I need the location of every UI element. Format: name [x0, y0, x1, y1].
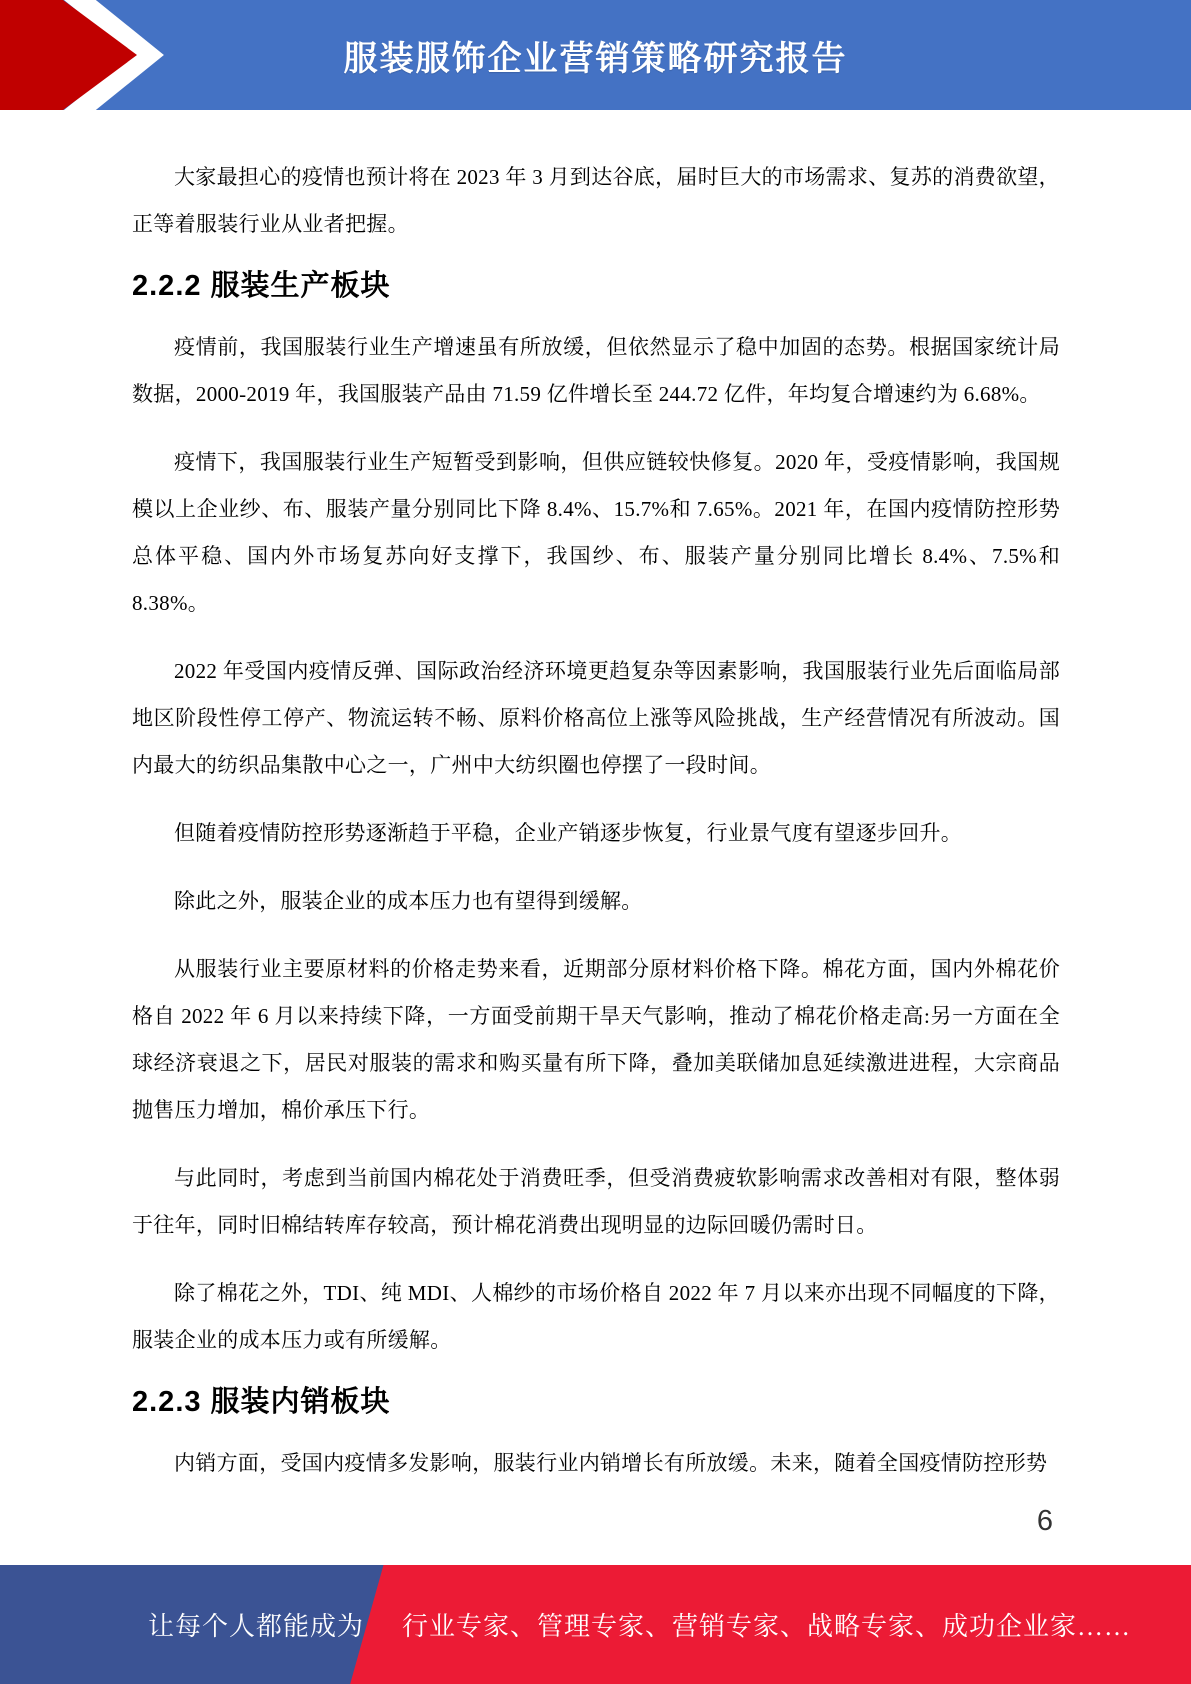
paragraph: 内销方面，受国内疫情多发影响，服装行业内销增长有所放缓。未来，随着全国疫情防控形势	[174, 1451, 1048, 1475]
section-heading: 2.2.3 服装内销板块	[132, 1386, 391, 1418]
footer-right-label: 行业专家、管理专家、营销专家、战略专家、成功企业家……	[402, 1612, 1132, 1641]
header-banner	[0, 0, 1191, 110]
page-title: 服装服饰企业营销策略研究报告	[343, 39, 848, 78]
paragraph: 2022 年受国内疫情反弹、国际政治经济环境更趋复杂等因素影响，我国服装行业先后面临局部地区阶段性停工停产、物流运转不畅、原料价格高位上涨等风险挑战，生产经营情况有所波动。国内最大的纺织品集散中心之一，广州中大纺织圈也停摆了一段时间。	[132, 659, 1060, 777]
paragraph: 但随着疫情防控形势逐渐趋于平稳，企业产销逐步恢复，行业景气度有望逐步回升。	[174, 821, 963, 845]
paragraph: 疫情下，我国服装行业生产短暂受到影响，但供应链较快修复。2020 年，受疫情影响，我国规模以上企业纱、布、服装产量分别同比下降 8.4%、15.7%和 7.65%。2021 年，在国内疫情防控形势总体平稳、国内外市场复苏向好支撑下，我国纱、布、服装产量分别同比增长 8.4%、7.5%和 8.38%。	[132, 450, 1060, 615]
paragraph: 从服装行业主要原材料的价格走势来看，近期部分原材料价格下降。棉花方面，国内外棉花价格自 2022 年 6 月以来持续下降，一方面受前期干旱天气影响，推动了棉花价格走高:另一方面在全球经济衰退之下，居民对服装的需求和购买量有所下降，叠加美联储加息延续激进进程，大宗商品抛售压力增加，棉价承压下行。	[132, 957, 1060, 1122]
page-number: 6	[1036, 1505, 1053, 1537]
section-heading: 2.2.2 服装生产板块	[132, 270, 391, 302]
paragraph: 与此同时，考虑到当前国内棉花处于消费旺季，但受消费疲软影响需求改善相对有限，整体弱于往年，同时旧棉结转库存较高，预计棉花消费出现明显的边际回暖仍需时日。	[132, 1166, 1060, 1237]
footer-bar	[0, 1565, 1191, 1684]
footer-left-label: 让每个人都能成为	[148, 1612, 365, 1641]
paragraph: 除此之外，服装企业的成本压力也有望得到缓解。	[174, 889, 643, 913]
document-body	[0, 110, 1191, 1508]
paragraph: 除了棉花之外，TDI、纯 MDI、人棉纱的市场价格自 2022 年 7 月以来亦出现不同幅度的下降，服装企业的成本压力或有所缓解。	[132, 1281, 1060, 1352]
paragraph: 大家最担心的疫情也预计将在 2023 年 3 月到达谷底，届时巨大的市场需求、复苏的消费欲望，正等着服装行业从业者把握。	[132, 165, 1060, 236]
paragraph: 疫情前，我国服装行业生产增速虽有所放缓，但依然显示了稳中加固的态势。根据国家统计局数据，2000-2019 年，我国服装产品由 71.59 亿件增长至 244.72 亿件，年均复合增速约为 6.68%。	[132, 335, 1060, 406]
